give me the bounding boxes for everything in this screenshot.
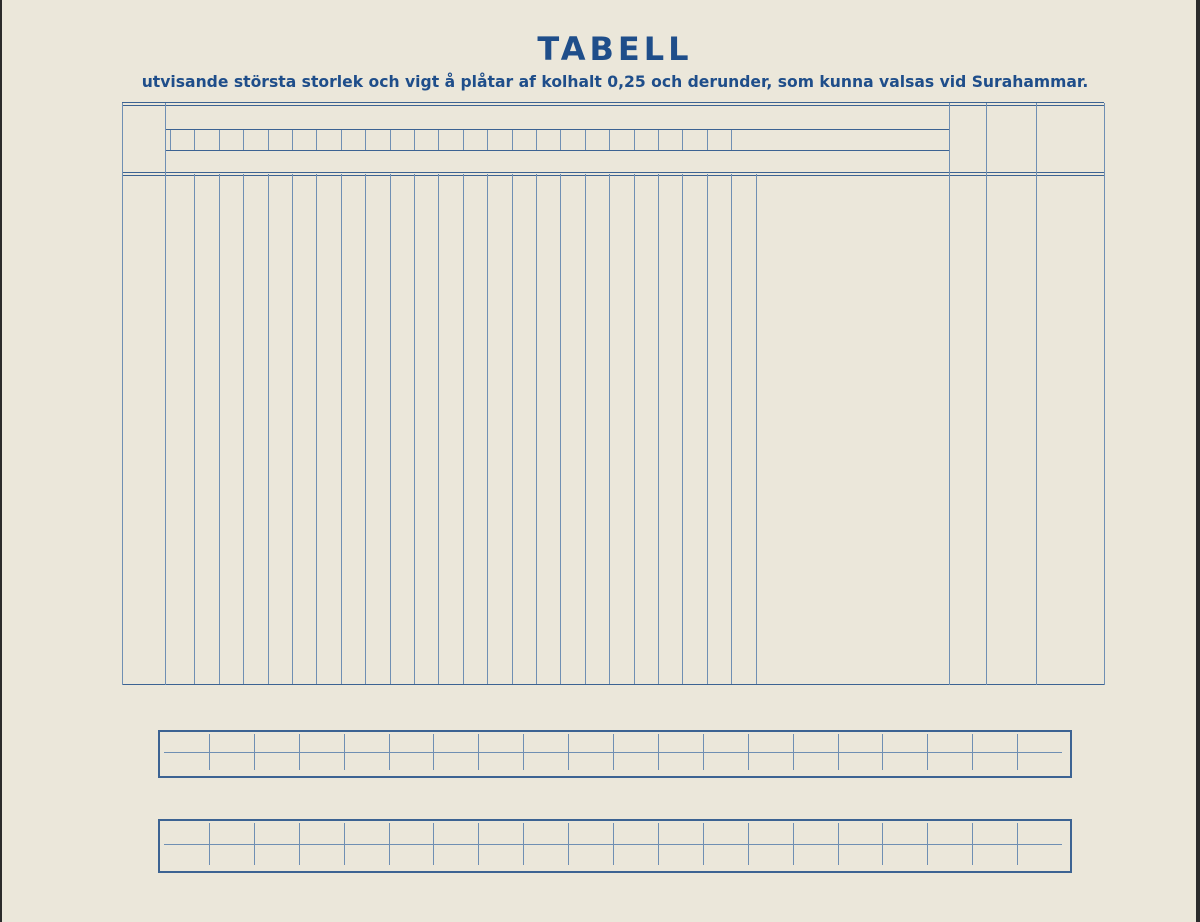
comparison-divider [927,734,928,770]
column-divider [243,130,244,150]
comparison-divider [389,823,390,865]
comparison-divider [748,823,749,865]
comparison-divider [658,734,659,770]
column-divider [585,174,586,684]
comparison-divider [299,734,300,770]
comparison-divider [613,734,614,770]
header-bottom-rule [122,172,1104,176]
column-divider [463,130,464,150]
header-low-rule [165,150,949,151]
column-divider [438,130,439,150]
column-divider [560,174,561,684]
column-divider [365,174,366,684]
comparison-divider [478,734,479,770]
comparison-divider [344,734,345,770]
column-divider [731,130,732,150]
table-border-line [1036,103,1037,685]
column-divider [609,130,610,150]
comparison-divider [433,734,434,770]
comparison-divider [523,734,524,770]
column-divider [414,174,415,684]
column-divider [560,130,561,150]
column-divider [634,130,635,150]
column-divider [438,174,439,684]
comparison-divider [209,823,210,865]
column-divider [341,174,342,684]
column-divider [170,130,171,150]
column-divider [512,174,513,684]
column-divider [756,174,757,684]
comparison-divider [658,823,659,865]
table-top-rule [122,102,1104,106]
comparison-divider [793,734,794,770]
column-divider [463,174,464,684]
column-divider [268,174,269,684]
comparison-divider [433,823,434,865]
column-divider [536,174,537,684]
column-divider [219,130,220,150]
column-divider [414,130,415,150]
column-divider [243,174,244,684]
column-divider [707,130,708,150]
comparison-divider [748,734,749,770]
table-border-line [949,103,950,685]
table-border-line [986,103,987,685]
column-divider [609,174,610,684]
comparison-divider [568,823,569,865]
comparison-divider [568,734,569,770]
column-divider [316,174,317,684]
column-divider [536,130,537,150]
page-subtitle: utvisande största storlek och vigt å plåtar af kolhalt 0,25 och derunder, som kunna valsas vid Surahammar. [141,73,1089,91]
column-divider [194,174,195,684]
table-bottom-rule [122,684,1104,685]
comparison-divider [209,734,210,770]
comparison-divider [703,823,704,865]
comparison-divider [1017,823,1018,865]
page-title: TABELL [537,30,693,68]
comparison-divider [254,734,255,770]
comparison-divider [344,823,345,865]
comparison-divider [703,734,704,770]
column-divider [585,130,586,150]
comparison-divider [882,823,883,865]
comparison-box [158,730,1072,778]
header-mid-rule [165,129,949,130]
column-divider [194,130,195,150]
column-divider [365,130,366,150]
comparison-divider [1017,734,1018,770]
column-divider [219,174,220,684]
column-divider [658,174,659,684]
column-divider [390,174,391,684]
comparison-divider [927,823,928,865]
column-divider [512,130,513,150]
comparison-divider [389,734,390,770]
column-divider [658,130,659,150]
column-divider [292,174,293,684]
comparison-divider [299,823,300,865]
comparison-divider [613,823,614,865]
column-divider [390,130,391,150]
table-border-line [122,103,123,685]
column-divider [731,174,732,684]
comparison-divider [254,823,255,865]
comparison-divider [838,823,839,865]
column-divider [682,130,683,150]
column-divider [682,174,683,684]
table-border-line [165,103,166,685]
column-divider [316,130,317,150]
column-divider [707,174,708,684]
comparison-divider [972,734,973,770]
column-divider [268,130,269,150]
column-divider [487,174,488,684]
comparison-divider [793,823,794,865]
comparison-divider [972,823,973,865]
comparison-divider [523,823,524,865]
comparison-divider [882,734,883,770]
comparison-divider [838,734,839,770]
column-divider [292,130,293,150]
column-divider [487,130,488,150]
comparison-box [158,819,1072,873]
column-divider [341,130,342,150]
table-border-line [1104,103,1105,685]
comparison-divider [478,823,479,865]
column-divider [634,174,635,684]
